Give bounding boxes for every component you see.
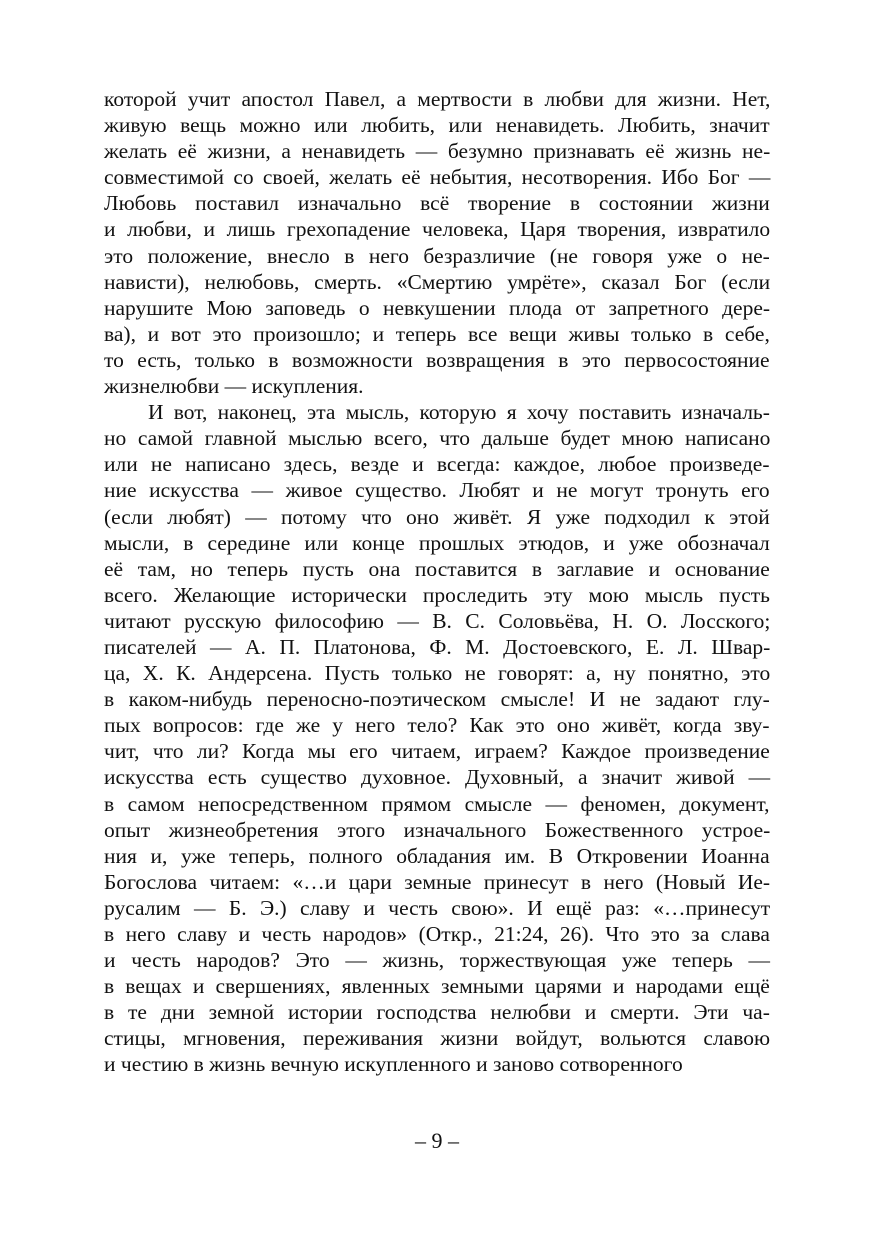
text-line: жизнелюбви — искупления. [104,374,364,399]
text-line: и честь народов? Это — жизнь, торжествующая уже теперь — [104,948,770,973]
text-line: совместимой со своей, желать её небытия, несотворения. Ибо Бог — [104,165,771,190]
text-line: её там, но теперь пусть она поставится в заглавие и основание [104,556,770,581]
page-number: – 9 – [415,1128,459,1153]
text-line: И вот, наконец, эта мысль, которую я хочу поставить изначаль- [148,400,770,425]
body-text [104,86,770,1078]
paragraph [104,399,770,1077]
text-line: искусства есть существо духовное. Духовный, а значит живой — [104,765,771,790]
text-line: стицы, мгновения, переживания жизни войдут, вольются славою [104,1026,771,1051]
text-line: ца, Х. К. Андерсена. Пусть только не говорят: а, ну понятно, это [104,661,771,686]
text-line: чит, что ли? Когда мы его читаем, играем? Каждое произведение [104,739,770,764]
text-line: ва), и вот это произошло; и теперь все вещи живы только в себе, [104,321,770,346]
text-line: то есть, только в возможности возвращения в это первосостояние [104,347,770,372]
text-line: ния и, уже теперь, полного обладания им. В Откровении Иоанна [104,843,770,868]
text-line: в самом непосредственном прямом смысле — феномен, документ, [104,791,770,816]
text-line: и честию в жизнь вечную искупленного и заново сотворенного [104,1052,683,1077]
text-line: русалим — Б. Э.) славу и честь свою». И ещё раз: «…принесут [104,895,771,920]
text-line: которой учит апостол Павел, а мертвости в любви для жизни. Нет, [104,87,771,111]
text-line: Любовь поставил изначально всё творение в состоянии жизни [104,191,770,216]
text-line: желать её жизни, а ненавидеть — безумно признавать её жизнь не- [104,139,771,164]
text-line: всего. Желающие исторически проследить эту мою мысль пусть [104,582,770,607]
text-line: это положение, внесло в него безразличие (не говоря уже о не- [104,243,770,268]
text-line: или не написано здесь, везде и всегда: каждое, любое произведе- [104,452,770,477]
text-line: в него славу и честь народов» (Откр., 21:24, 26). Что это за слава [104,922,770,946]
text-line: в вещах и свершениях, явленных земными царями и народами ещё [104,974,770,999]
text-line: живую вещь можно или любить, или ненавидеть. Любить, значит [104,113,770,138]
text-line: писателей — А. П. Платонова, Ф. М. Достоевского, Е. Л. Швар- [104,634,771,659]
text-line: (если любят) — потому что оно живёт. Я уже подходил к этой [104,504,770,529]
text-line: в те дни земной истории господства нелюбви и смерти. Эти ча- [104,1000,770,1025]
text-line: но самой главной мыслью всего, что дальше будет мною написано [104,426,771,451]
text-line: пых вопросов: где же у него тело? Как это оно живёт, когда зву- [104,713,770,738]
text-line: мысли, в середине или конце прошлых этюдов, и уже обозначал [104,530,770,555]
text-line: читают русскую философию — В. С. Соловьёва, Н. О. Лосского; [104,608,771,633]
text-line: и любви, и лишь грехопадение человека, Царя творения, извратило [104,217,771,242]
text-line: ние искусства — живое существо. Любят и не могут тронуть его [104,478,770,503]
paragraph [104,86,770,399]
text-line: Богослова читаем: «…и цари земные принесут в него (Новый Ие- [104,869,771,894]
text-line: в каком-нибудь переносно-поэтическом смысле! И не задают глу- [104,687,770,712]
text-line: нарушите Мою заповедь о невкушении плода от запретного дере- [104,295,771,320]
text-line: опыт жизнеобретения этого изначального Божественного устрое- [104,817,771,842]
text-line: нависти), нелюбовь, смерть. «Смертию умрёте», сказал Бог (если [104,269,771,294]
